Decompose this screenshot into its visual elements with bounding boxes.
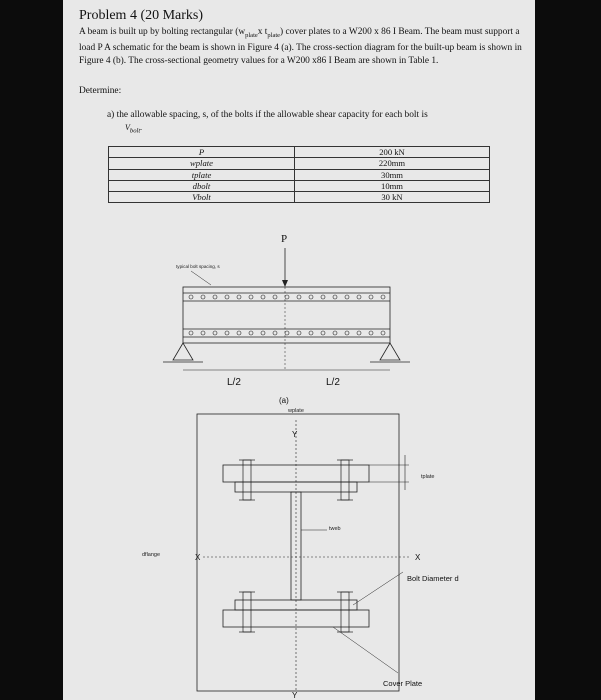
table-value: 30 kN <box>295 192 490 203</box>
bolt-spacing-label: typical bolt spacing, s <box>176 264 220 269</box>
section-frame <box>197 414 399 691</box>
y-axis-top-label: Y <box>292 430 298 439</box>
cover-plate-leader <box>333 627 398 673</box>
bolt-diameter-label: Bolt Diameter d <box>407 574 459 583</box>
load-arrow-head <box>282 280 288 287</box>
table-value: 30mm <box>295 169 490 180</box>
d-flange-label: dflange <box>142 552 161 558</box>
table-value: 220mm <box>295 158 490 169</box>
load-label: P <box>281 233 288 245</box>
w-plate-label: wplate <box>288 408 304 414</box>
y-axis-bottom-label: Y <box>292 691 298 700</box>
figure-a-caption: (a) <box>279 396 289 405</box>
figure-b-section <box>142 408 459 700</box>
bolt-leader <box>353 572 403 605</box>
bottom-bolt-row <box>189 331 385 335</box>
table-symbol: wplate <box>109 158 295 169</box>
problem-sheet <box>63 0 535 700</box>
problem-intro: A beam is built up by bolting rectangular ($w_{plate}x$ $t_{plate}$) cover plates to a W200 x 86 I Beam. The beam must support a load P A schematic for the beam is shown in Figure 4 (a). The cross-section diagram for the built-up beam is shown in Figure 4 (b). The cross-sectional geometry values for a W200 x86 I Beam are shown in Table 1. <box>79 27 522 67</box>
half-span-left: L/2 <box>227 377 241 388</box>
part-a-question: a) the allowable spacing, s, of the bolts if the allowable shear capacity for each bolt is $V_{bolt}$. <box>107 110 428 135</box>
right-support <box>380 343 400 360</box>
x-axis-right-label: X <box>415 553 421 562</box>
half-span-right: L/2 <box>326 377 340 388</box>
figure-a-beam <box>163 233 410 405</box>
top-bolt-row <box>189 295 385 299</box>
problem-title: Problem 4 (20 Marks) <box>79 8 204 23</box>
table-symbol: Vbolt <box>109 192 295 203</box>
x-axis-left-label: X <box>195 553 201 562</box>
t-plate-label: tplate <box>421 474 435 480</box>
determine-heading: Determine: <box>79 86 122 96</box>
top-flange <box>235 482 357 492</box>
table-value: 200 kN <box>295 147 490 158</box>
beam-figures <box>63 0 535 700</box>
t-web-label: tweb <box>329 526 341 532</box>
table-symbol: P <box>109 147 295 158</box>
cover-plate-label: Cover Plate <box>383 679 423 688</box>
spacing-leader <box>191 271 211 285</box>
table-value: 10mm <box>295 180 490 191</box>
left-support <box>173 343 193 360</box>
table-symbol: tplate <box>109 169 295 180</box>
table-symbol: dbolt <box>109 180 295 191</box>
